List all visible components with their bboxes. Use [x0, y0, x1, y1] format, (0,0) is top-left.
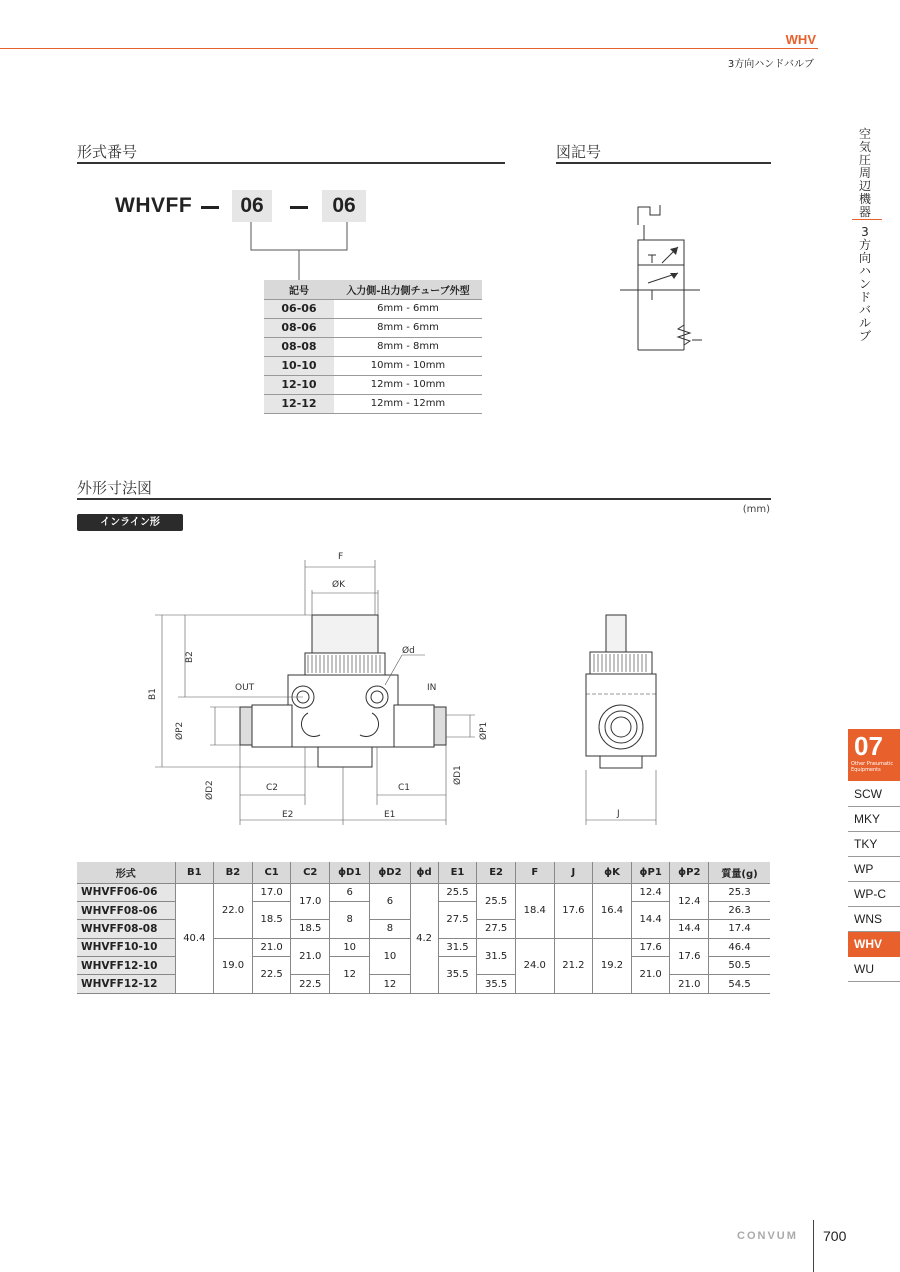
spec-C2: 22.5: [291, 975, 330, 993]
spec-header: E1: [438, 862, 477, 883]
spec-model: WHVFF08-08: [77, 920, 175, 938]
spec-C2: 21.0: [291, 938, 330, 975]
spec-D2: 12: [370, 975, 410, 993]
table-row: [264, 375, 482, 394]
category-label: Other Pneumatic Equipments: [851, 761, 894, 773]
spec-model: WHVFF06-06: [77, 883, 175, 901]
code-value: 12mm - 10mm: [334, 375, 482, 394]
spec-P2: 14.4: [670, 920, 709, 938]
spec-model: WHVFF12-10: [77, 957, 175, 975]
spec-model: WHVFF12-12: [77, 975, 175, 993]
spec-mass: 17.4: [709, 920, 770, 938]
table-row: [77, 883, 770, 901]
code-header: 入力側-出力側チューブ外型: [334, 280, 482, 299]
spec-E1: 27.5: [438, 901, 477, 938]
spec-header: B2: [214, 862, 253, 883]
dimensions-title: 外形寸法図: [77, 479, 153, 497]
spec-P2: 12.4: [670, 883, 709, 920]
code-value: 8mm - 8mm: [334, 337, 482, 356]
spec-header: 質量(g): [709, 862, 770, 883]
spec-header: B1: [175, 862, 214, 883]
dim-J: J: [617, 809, 620, 819]
nav-item-wns[interactable]: WNS: [848, 907, 900, 932]
spec-C1: 22.5: [252, 957, 291, 994]
symbol-rule: [556, 162, 771, 164]
code-value: 12mm - 12mm: [334, 394, 482, 413]
unit-label: (mm): [742, 504, 770, 515]
model-dash: [290, 206, 308, 209]
code-key: 08-06: [264, 318, 334, 337]
dim-E1: E1: [384, 810, 396, 820]
spec-D2: 8: [370, 920, 410, 938]
table-row: [264, 356, 482, 375]
spec-mass: 25.3: [709, 883, 770, 901]
side-view-drawing: [580, 600, 660, 830]
code-header: 記号: [264, 280, 334, 299]
spec-mass: 26.3: [709, 901, 770, 919]
dim-F: F: [338, 552, 344, 562]
spec-header: ϕK: [593, 862, 632, 883]
spec-header: ϕD1: [330, 862, 370, 883]
code-key: 10-10: [264, 356, 334, 375]
spec-mass: 46.4: [709, 938, 770, 956]
spec-B2: 22.0: [214, 883, 253, 938]
spec-header: C1: [252, 862, 291, 883]
spec-F: 24.0: [515, 938, 554, 993]
spec-D1: 10: [330, 938, 370, 956]
dim-P1: ØP1: [479, 721, 489, 740]
model-code-bracket: [240, 222, 360, 282]
model-code-title: 形式番号: [77, 143, 138, 161]
spec-D2: 6: [370, 883, 410, 920]
spec-E2: 27.5: [477, 920, 516, 938]
header-rule: [0, 48, 818, 49]
nav-item-tky[interactable]: TKY: [848, 832, 900, 857]
spec-K: 19.2: [593, 938, 632, 993]
dim-P2: ØP2: [175, 721, 185, 740]
model-part1: 06: [232, 190, 272, 222]
inline-type-tag: インライン形: [77, 514, 183, 531]
spec-K: 16.4: [593, 883, 632, 938]
brand-logo: CONVUM: [737, 1230, 798, 1242]
category-badge: [848, 729, 900, 781]
code-table: [264, 280, 482, 414]
nav-item-mky[interactable]: MKY: [848, 807, 900, 832]
model-part2: 06: [322, 190, 366, 222]
dim-B2: B2: [185, 651, 195, 663]
spec-header: J: [554, 862, 593, 883]
spec-model: WHVFF10-10: [77, 938, 175, 956]
spec-E1: 35.5: [438, 957, 477, 994]
front-view-drawing: [140, 545, 490, 830]
page-number: 700: [823, 1228, 847, 1244]
nav-item-wp-c[interactable]: WP-C: [848, 882, 900, 907]
code-key: 06-06: [264, 299, 334, 318]
dim-E2: E2: [282, 810, 294, 820]
spec-E2: 31.5: [477, 938, 516, 975]
spec-J: 17.6: [554, 883, 593, 938]
spec-P2: 21.0: [670, 975, 709, 993]
spec-E2: 35.5: [477, 975, 516, 993]
code-value: 8mm - 6mm: [334, 318, 482, 337]
spec-header: F: [515, 862, 554, 883]
side-divider: [852, 219, 882, 220]
spec-header: ϕd: [410, 862, 438, 883]
spec-C1: 18.5: [252, 901, 291, 938]
spec-J: 21.2: [554, 938, 593, 993]
dim-B1: B1: [148, 688, 158, 700]
dim-C2: C2: [266, 783, 279, 793]
spec-B1: 40.4: [175, 883, 214, 993]
code-value: 6mm - 6mm: [334, 299, 482, 318]
spec-F: 18.4: [515, 883, 554, 938]
spec-D2: 10: [370, 938, 410, 975]
code-key: 12-10: [264, 375, 334, 394]
spec-D1: 8: [330, 901, 370, 938]
spec-C1: 21.0: [252, 938, 291, 956]
side-vertical-product: 3方向ハンドバルブ: [858, 225, 871, 343]
table-row: [264, 299, 482, 318]
spec-header: ϕD2: [370, 862, 410, 883]
spec-C1: 17.0: [252, 883, 291, 901]
nav-item-whv[interactable]: WHV: [848, 932, 900, 957]
page-divider: [813, 1220, 814, 1272]
model-prefix: WHVFF: [115, 194, 193, 217]
dim-d: Ød: [402, 646, 415, 656]
code-value: 10mm - 10mm: [334, 356, 482, 375]
spec-mass: 54.5: [709, 975, 770, 993]
spec-P2: 17.6: [670, 938, 709, 975]
dim-IN: IN: [427, 683, 437, 693]
spec-P1: 21.0: [631, 957, 670, 994]
dim-D2: ØD2: [205, 780, 215, 800]
spec-header: E2: [477, 862, 516, 883]
model-code-rule: [77, 162, 505, 164]
spec-B2: 19.0: [214, 938, 253, 993]
valve-symbol: [600, 195, 710, 365]
spec-D1: 12: [330, 957, 370, 994]
dim-D1: ØD1: [453, 765, 463, 785]
spec-d: 4.2: [410, 883, 438, 993]
side-vertical-category: 空気圧周辺機器: [858, 127, 871, 219]
spec-P1: 14.4: [631, 901, 670, 938]
code-key: 08-08: [264, 337, 334, 356]
nav-item-wp[interactable]: WP: [848, 857, 900, 882]
spec-E1: 31.5: [438, 938, 477, 956]
spec-C2: 18.5: [291, 920, 330, 938]
spec-mass: 50.5: [709, 957, 770, 975]
spec-header: 形式: [77, 862, 175, 883]
spec-C2: 17.0: [291, 883, 330, 920]
header-subtitle: 3方向ハンドバルブ: [727, 59, 814, 70]
spec-table: [77, 862, 770, 994]
model-dash: [201, 206, 219, 209]
spec-E2: 25.5: [477, 883, 516, 920]
dim-K: ØK: [332, 580, 345, 590]
dim-OUT: OUT: [235, 683, 255, 693]
nav-item-wu[interactable]: WU: [848, 957, 900, 982]
spec-header: ϕP1: [631, 862, 670, 883]
table-row: [264, 394, 482, 413]
spec-E1: 25.5: [438, 883, 477, 901]
spec-model: WHVFF08-06: [77, 901, 175, 919]
dim-C1: C1: [398, 783, 411, 793]
code-key: 12-12: [264, 394, 334, 413]
spec-P1: 12.4: [631, 883, 670, 901]
nav-item-scw[interactable]: SCW: [848, 782, 900, 807]
symbol-title: 図記号: [556, 143, 602, 161]
dimensions-rule: [77, 498, 771, 500]
spec-P1: 17.6: [631, 938, 670, 956]
category-number: 07: [854, 731, 883, 761]
spec-header: ϕP2: [670, 862, 709, 883]
spec-header: C2: [291, 862, 330, 883]
table-row: [264, 337, 482, 356]
spec-D1: 6: [330, 883, 370, 901]
header-code: WHV: [785, 32, 816, 47]
table-row: [264, 318, 482, 337]
